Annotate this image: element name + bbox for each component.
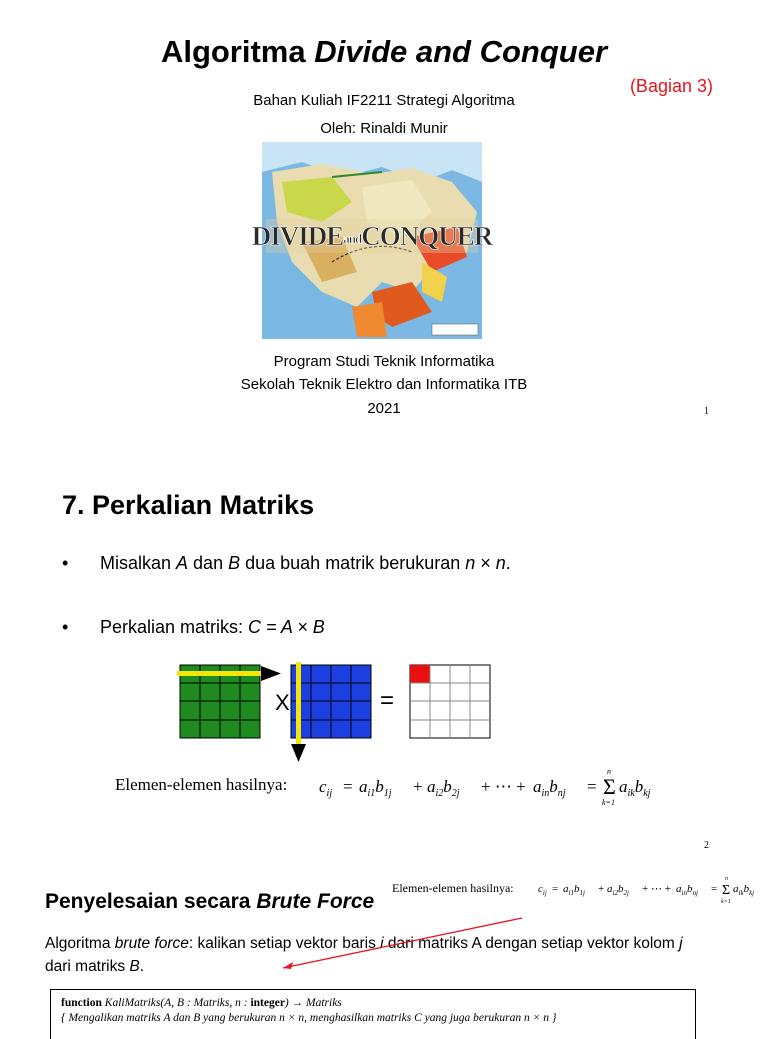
- formula-label: Elemen-elemen hasilnya:: [115, 775, 288, 794]
- svg-text:n: n: [725, 876, 728, 882]
- svg-text:aikbkj: $a_{ik}b_{kj}$: [619, 777, 651, 799]
- svg-text:+ ⋯ +: + ⋯ +: [642, 883, 671, 895]
- school-line: Sekolah Teknik Elektro dan Informatika ITB: [240, 376, 528, 393]
- slide-heading: 7. Perkalian Matriks: [62, 490, 315, 520]
- svg-text:Σ: Σ: [722, 883, 731, 898]
- slide-title: Algoritma Divide and Conquer: [160, 34, 608, 69]
- svg-text:Σ: Σ: [603, 774, 616, 799]
- matrix-b: [291, 662, 371, 762]
- page-number: 1: [704, 406, 709, 417]
- svg-text:ai2b2j: $a_{i2}b_{2j}$: [607, 883, 629, 897]
- svg-text:aikbkj: $a_{ik}b_{kj}$: [733, 883, 755, 897]
- brute-force-slide: [0, 856, 768, 1024]
- svg-text:k=1: k=1: [721, 899, 731, 905]
- svg-text:ai1b1j: $a_{i1}b_{1j}$: [563, 883, 585, 897]
- formula-label: Elemen-elemen hasilnya:: [392, 881, 514, 895]
- title-slide: [0, 0, 768, 428]
- multiply-symbol: X: [275, 690, 290, 715]
- svg-text:ainbnj: $a_{in}b_{nj}$: [533, 777, 566, 799]
- bullet-item: • Misalkan A dan B dua buah matrik berukuran n × n.: [62, 553, 511, 573]
- year-line: 2021: [367, 400, 401, 417]
- program-line: Program Studi Teknik Informatika: [273, 353, 495, 370]
- bullet-item: • Perkalian matriks: C = A × B: [62, 617, 325, 637]
- svg-text:n: n: [607, 767, 611, 776]
- svg-text:ai1b1j: $a_{i1}b_{1j}$: [359, 777, 392, 799]
- svg-text:ainbnj: $a_{in}b_{nj}$: [676, 883, 698, 897]
- equals-symbol: =: [380, 687, 395, 714]
- matrix-multiplication-slide: [0, 428, 768, 856]
- matrix-a: [177, 665, 281, 738]
- svg-text:ai2b2j: $a_{i2}b_{2j}$: [427, 777, 460, 799]
- svg-text:=: =: [711, 883, 718, 895]
- formula-math: [315, 766, 651, 807]
- description-paragraph: Algoritma brute force: kalikan setiap vektor baris i dari matriks A dengan setiap vektor kolom j dari matriks B.: [45, 935, 683, 975]
- svg-text:=: =: [552, 883, 559, 895]
- svg-text:cij: $c_{ij}$: [319, 777, 333, 799]
- element-formula: [115, 766, 675, 806]
- page-number: 2: [704, 840, 709, 851]
- matrix-c: [410, 665, 490, 738]
- matrix-diagram: [175, 660, 495, 768]
- code-line: function KaliMatriks(A, B : Matriks, n : integer) → Matriks: [61, 997, 342, 1009]
- svg-text:=: =: [587, 777, 597, 796]
- slide-heading: Penyelesaian secara Brute Force: [45, 890, 375, 913]
- svg-text:+: +: [598, 883, 605, 895]
- svg-text:cij: $c_{ij}$: [538, 883, 547, 897]
- pseudocode-box: [50, 989, 696, 1039]
- bullet-marker: •: [62, 553, 69, 573]
- course-line: Bahan Kuliah IF2211 Strategi Algoritma: [253, 92, 515, 109]
- svg-text:+: +: [413, 777, 423, 796]
- svg-text:DIVIDEandCONQUER: DIVIDEandCONQUER: [251, 221, 493, 251]
- author-line: Oleh: Rinaldi Munir: [320, 120, 448, 137]
- code-comment: { Mengalikan matriks A dan B yang berukuran n × n, menghasilkan matriks C yang juga berukuran n × n }: [61, 1012, 557, 1024]
- bullet-marker: •: [62, 617, 69, 637]
- part-label: (Bagian 3): [629, 76, 713, 96]
- svg-text:=: =: [343, 777, 353, 796]
- svg-text:k=1: k=1: [602, 798, 615, 807]
- cover-image: [251, 142, 493, 339]
- svg-text:+ ⋯ +: + ⋯ +: [481, 777, 526, 796]
